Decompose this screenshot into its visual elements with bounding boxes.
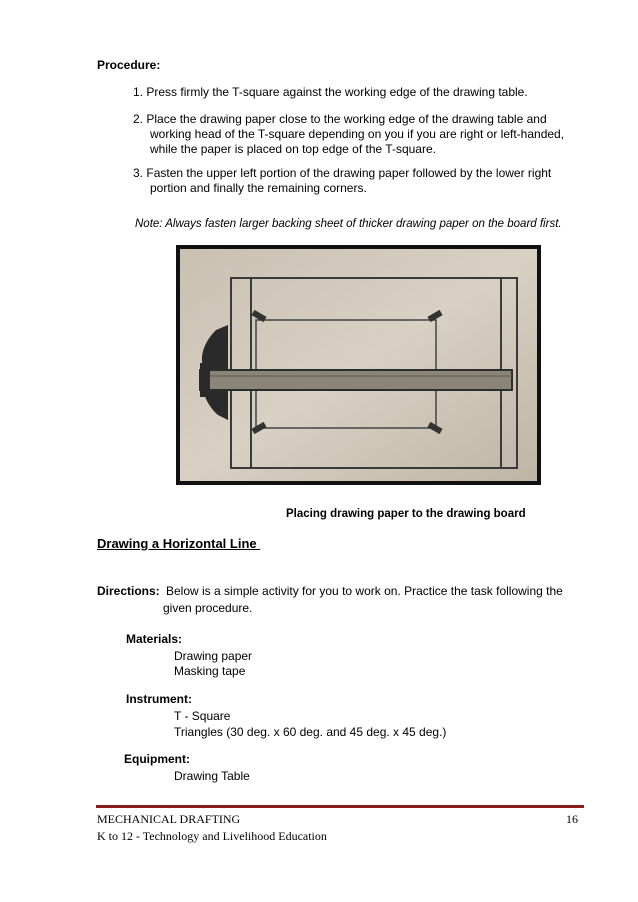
- drawing-board-photo: [176, 245, 541, 485]
- procedure-step-1: [133, 85, 573, 100]
- list-item: [126, 769, 250, 783]
- list-item-text: Triangles (30 deg. x 60 deg. and 45 deg. x 45 deg.): [174, 725, 447, 739]
- page-number: 16: [566, 812, 578, 826]
- directions: [97, 584, 563, 599]
- list-item-text: T - Square: [174, 709, 231, 723]
- step-number: 3.: [133, 166, 144, 180]
- step-text-cont: working head of the T-square depending on you if you are right or left-handed,: [150, 127, 565, 141]
- footer-course-title: MECHANICAL DRAFTING: [97, 812, 241, 826]
- directions-text-cont: given procedure.: [163, 601, 253, 615]
- procedure-heading: Procedure:: [97, 58, 161, 72]
- equipment-label: Equipment:: [124, 752, 190, 766]
- list-item-text: Drawing paper: [174, 649, 253, 663]
- step-text-cont: portion and finally the remaining corners.: [150, 181, 367, 195]
- footer-program: K to 12 - Technology and Livelihood Education: [97, 829, 327, 843]
- materials-label: Materials:: [126, 632, 183, 646]
- step-text: Press firmly the T-square against the working edge of the drawing table.: [146, 85, 528, 99]
- list-item: [126, 664, 246, 678]
- figure-caption: Placing drawing paper to the drawing board: [286, 508, 526, 520]
- list-item: [126, 649, 253, 663]
- step-number: 1.: [133, 85, 144, 99]
- footer-divider: [96, 805, 584, 808]
- list-item-text: Masking tape: [174, 664, 246, 678]
- procedure-step-2: [133, 112, 573, 157]
- list-item: [126, 709, 231, 723]
- list-item: [126, 725, 447, 739]
- procedure-step-3: [133, 166, 573, 196]
- section-title: Drawing a Horizontal Line: [97, 536, 261, 551]
- step-text-cont: while the paper is placed on top edge of the T-square.: [150, 142, 436, 156]
- step-text: Place the drawing paper close to the working edge of the drawing table and: [146, 112, 547, 126]
- drawing-board-illustration: [176, 245, 541, 485]
- step-number: 2.: [133, 112, 144, 126]
- directions-label: Directions:: [97, 584, 160, 598]
- step-text: Fasten the upper left portion of the drawing paper followed by the lower right: [146, 166, 552, 180]
- instrument-label: Instrument:: [126, 692, 192, 706]
- directions-text: Below is a simple activity for you to work on. Practice the task following the: [166, 584, 563, 598]
- procedure-note: Note: Always fasten larger backing sheet of thicker drawing paper on the board first.: [135, 218, 562, 230]
- list-item-text: Drawing Table: [174, 769, 250, 783]
